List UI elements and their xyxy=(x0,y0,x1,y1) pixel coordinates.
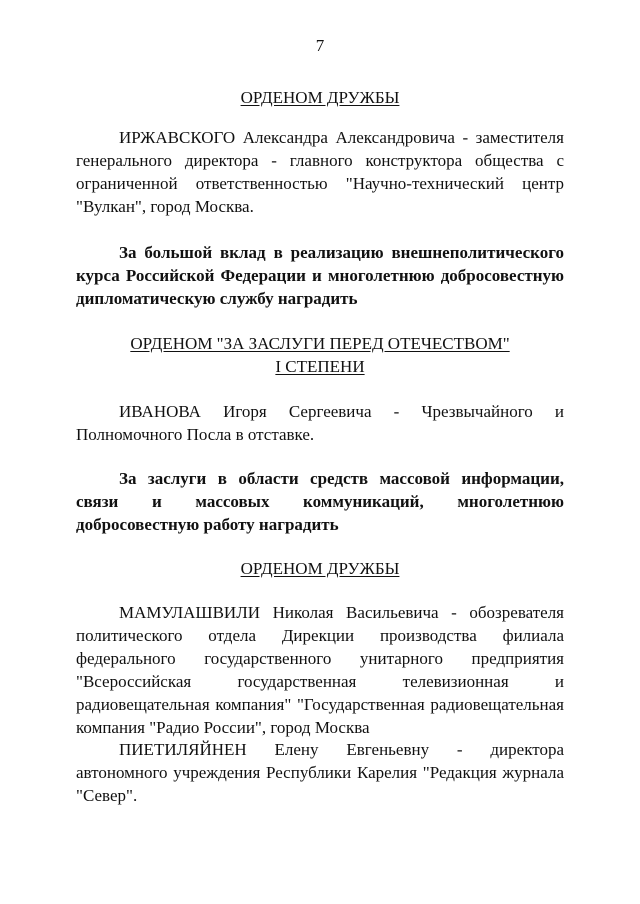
award-heading-text: ОРДЕНОМ ДРУЖБЫ xyxy=(240,559,400,578)
award-heading-friendship-1 xyxy=(76,86,564,109)
nominee-paragraph-irzhavsky: ИРЖАВСКОГО Александра Александровича - заместителя генерального директора - главного конструктора общества с ограниченной ответственностью "Научно-технический центр "Вулкан", город Москва. xyxy=(76,128,564,216)
decree-clause-diplomatic: За большой вклад в реализацию внешнеполитического курса Российской Федерации и многолетнюю добросовестную дипломатическую службу наградить xyxy=(76,243,564,308)
decree-clause-media: За заслуги в области средств массовой информации, связи и массовых коммуникаций, многолетнюю добросовестную работу наградить xyxy=(76,469,564,534)
award-heading-merit-fatherland xyxy=(76,332,564,378)
nominee-paragraph-pietilyainen: ПИЕТИЛЯЙНЕН Елену Евгеньевну - директора автономного учреждения Республики Карелия "Редакция журнала "Север". xyxy=(76,740,564,805)
nominee-paragraph-ivanov: ИВАНОВА Игоря Сергеевича - Чрезвычайного и Полномочного Посла в отставке. xyxy=(76,402,564,444)
nominee-paragraph-mamulashvili: МАМУЛАШВИЛИ Николая Васильевича - обозревателя политического отдела Дирекции производства филиала федерального государственного унитарного предприятия "Всероссийская государственная телевизионная и радиовещательная компания" "Государственная радиовещательная компания "Радио России", город Москва xyxy=(76,603,564,737)
award-heading-line-2: I СТЕПЕНИ xyxy=(275,357,365,376)
award-heading-friendship-2 xyxy=(76,557,564,580)
page-number: 7 xyxy=(315,36,325,55)
award-heading-text: ОРДЕНОМ ДРУЖБЫ xyxy=(240,88,400,107)
award-heading-line-1: ОРДЕНОМ "ЗА ЗАСЛУГИ ПЕРЕД ОТЕЧЕСТВОМ" xyxy=(130,334,510,353)
